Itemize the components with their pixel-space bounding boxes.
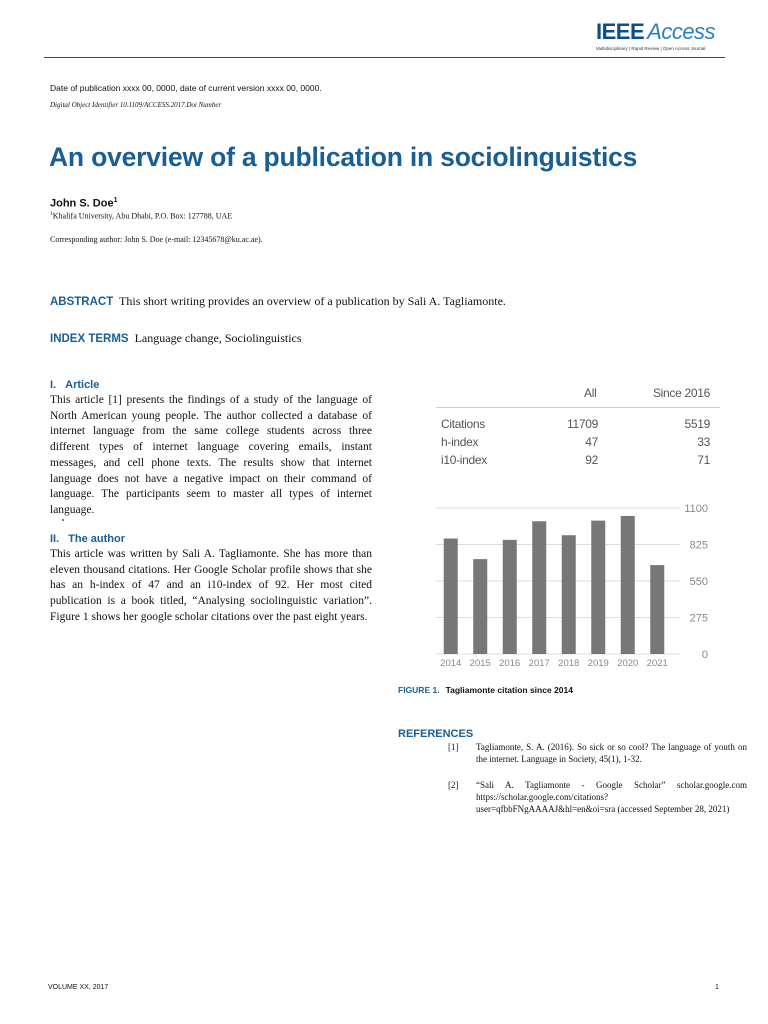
table-row-label: h-index: [441, 435, 479, 449]
reference-text: Tagliamonte, S. A. (2016). So sick or so cool? The language of youth on the internet. Language in Society, 45(1), 1-32.: [476, 742, 747, 765]
bar-2018: [562, 535, 576, 654]
footer-volume: VOLUME XX, 2017: [48, 984, 109, 991]
logo-access: Access: [647, 19, 716, 44]
references-heading: REFERENCES: [398, 728, 474, 740]
author-name: [50, 197, 117, 210]
table-header-since: Since 2016: [652, 386, 710, 400]
bar-2021: [650, 565, 664, 654]
logo-tagline: Multidisciplinary | Rapid Review | Open Access Journal: [596, 46, 706, 51]
figure-caption: [398, 685, 573, 695]
abstract-label: ABSTRACT: [50, 296, 114, 308]
section-number: II.: [50, 533, 60, 545]
author-superscript: 1: [113, 197, 118, 204]
table-cell-all: 47: [585, 435, 598, 449]
author-name-text: John S. Doe: [50, 197, 114, 210]
y-tick-label: 0: [701, 649, 708, 661]
doi-line: Digital Object Identifier 10.1109/ACCESS.2017.Doi Number: [50, 101, 222, 109]
section-body-article: This article [1] presents the findings of a study of the language of North American young people. The author collected a database of internet language from the same college students across three different types of internet language covering emails, instant messages, and cell phone texts. The results show that internet language does not have a negative impact on their command of language. The participants seem to master all types of internet language.: [50, 394, 372, 516]
journal-logo: [596, 20, 726, 56]
affiliation-text: Khalifa University, Abu Dhabi, P.O. Box: 127788, UAE: [52, 211, 233, 221]
y-tick-label: 550: [689, 576, 708, 588]
section-heading-author: [50, 533, 125, 545]
index-terms-text: Language change, Sociolinguistics: [134, 331, 302, 345]
corresponding-author: Corresponding author: John S. Doe (e-mail: 12345678@ku.ac.ae).: [50, 235, 263, 244]
figure-1: [436, 380, 726, 672]
bar-2016: [503, 540, 517, 654]
bar-2017: [532, 521, 546, 654]
logo-ieee: IEEE: [596, 19, 645, 44]
x-tick-label: 2017: [528, 658, 550, 669]
section-heading-article: [50, 379, 99, 391]
table-cell-all: 11709: [567, 417, 598, 431]
table-cell-since: 71: [697, 453, 710, 467]
section-title: The author: [68, 533, 126, 545]
table-cell-all: 92: [585, 453, 598, 467]
bar-2015: [473, 559, 487, 654]
abstract-text: This short writing provides an overview of a publication by Sali A. Tagliamonte.: [119, 294, 506, 308]
citations-bar-chart: [436, 498, 726, 672]
table-row-label: i10-index: [441, 453, 487, 467]
figure-caption-text: Tagliamonte citation since 2014: [445, 685, 573, 695]
x-tick-label: 2019: [587, 658, 609, 669]
figure-label: FIGURE 1.: [398, 685, 440, 695]
index-terms-label: INDEX TERMS: [50, 333, 129, 345]
publication-date-line: Date of publication xxxx 00, 0000, date of current version xxxx 00, 0000.: [50, 83, 322, 93]
y-tick-label: 275: [689, 612, 708, 625]
y-tick-label: 1100: [684, 503, 708, 515]
footer-page-number: 1: [715, 984, 719, 991]
table-divider: [436, 407, 720, 408]
section-number: I.: [50, 379, 57, 391]
y-tick-label: 825: [689, 539, 708, 552]
reference-number: [2]: [448, 780, 459, 790]
table-row-label: Citations: [441, 417, 485, 431]
index-terms: [50, 331, 302, 346]
affiliation-superscript: 1: [50, 211, 53, 217]
x-tick-label: 2015: [469, 658, 491, 669]
reference-number: [1]: [448, 742, 459, 752]
x-tick-label: 2018: [558, 658, 580, 669]
reference-text: “Sali A. Tagliamonte - Google Scholar” scholar.google.com https://scholar.google.com/citations?user=qfbbFNgAAAAJ&hl=en&oi=sra (accessed September 28, 2021): [476, 780, 747, 815]
header-divider: [44, 57, 725, 58]
logo-wordmark: [596, 20, 726, 44]
bar-2019: [591, 521, 605, 654]
abstract: [50, 294, 506, 309]
table-cell-since: 5519: [684, 417, 710, 431]
section-title: Article: [65, 379, 100, 391]
table-header-all: All: [584, 386, 597, 400]
bar-2020: [621, 516, 635, 654]
section-body-author: This article was written by Sali A. Tagliamonte. She has more than eleven thousand citations. Her Google Scholar profile shows that she has an h-index of 47 and an i10-index of 92. Her most cited publication is a book titled, “Analysing sociolinguistic variation”. Figure 1 shows her google scholar citations over the past eight years.: [50, 548, 372, 623]
x-tick-label: 2021: [646, 658, 668, 669]
x-tick-label: 2014: [440, 658, 462, 669]
bar-2014: [444, 539, 458, 654]
decorative-dot: [62, 519, 64, 521]
table-cell-since: 33: [697, 435, 710, 449]
x-tick-label: 2016: [499, 658, 521, 669]
paper-title: An overview of a publication in sociolinguistics: [49, 142, 638, 172]
x-tick-label: 2020: [617, 658, 639, 669]
affiliation: [50, 211, 232, 221]
